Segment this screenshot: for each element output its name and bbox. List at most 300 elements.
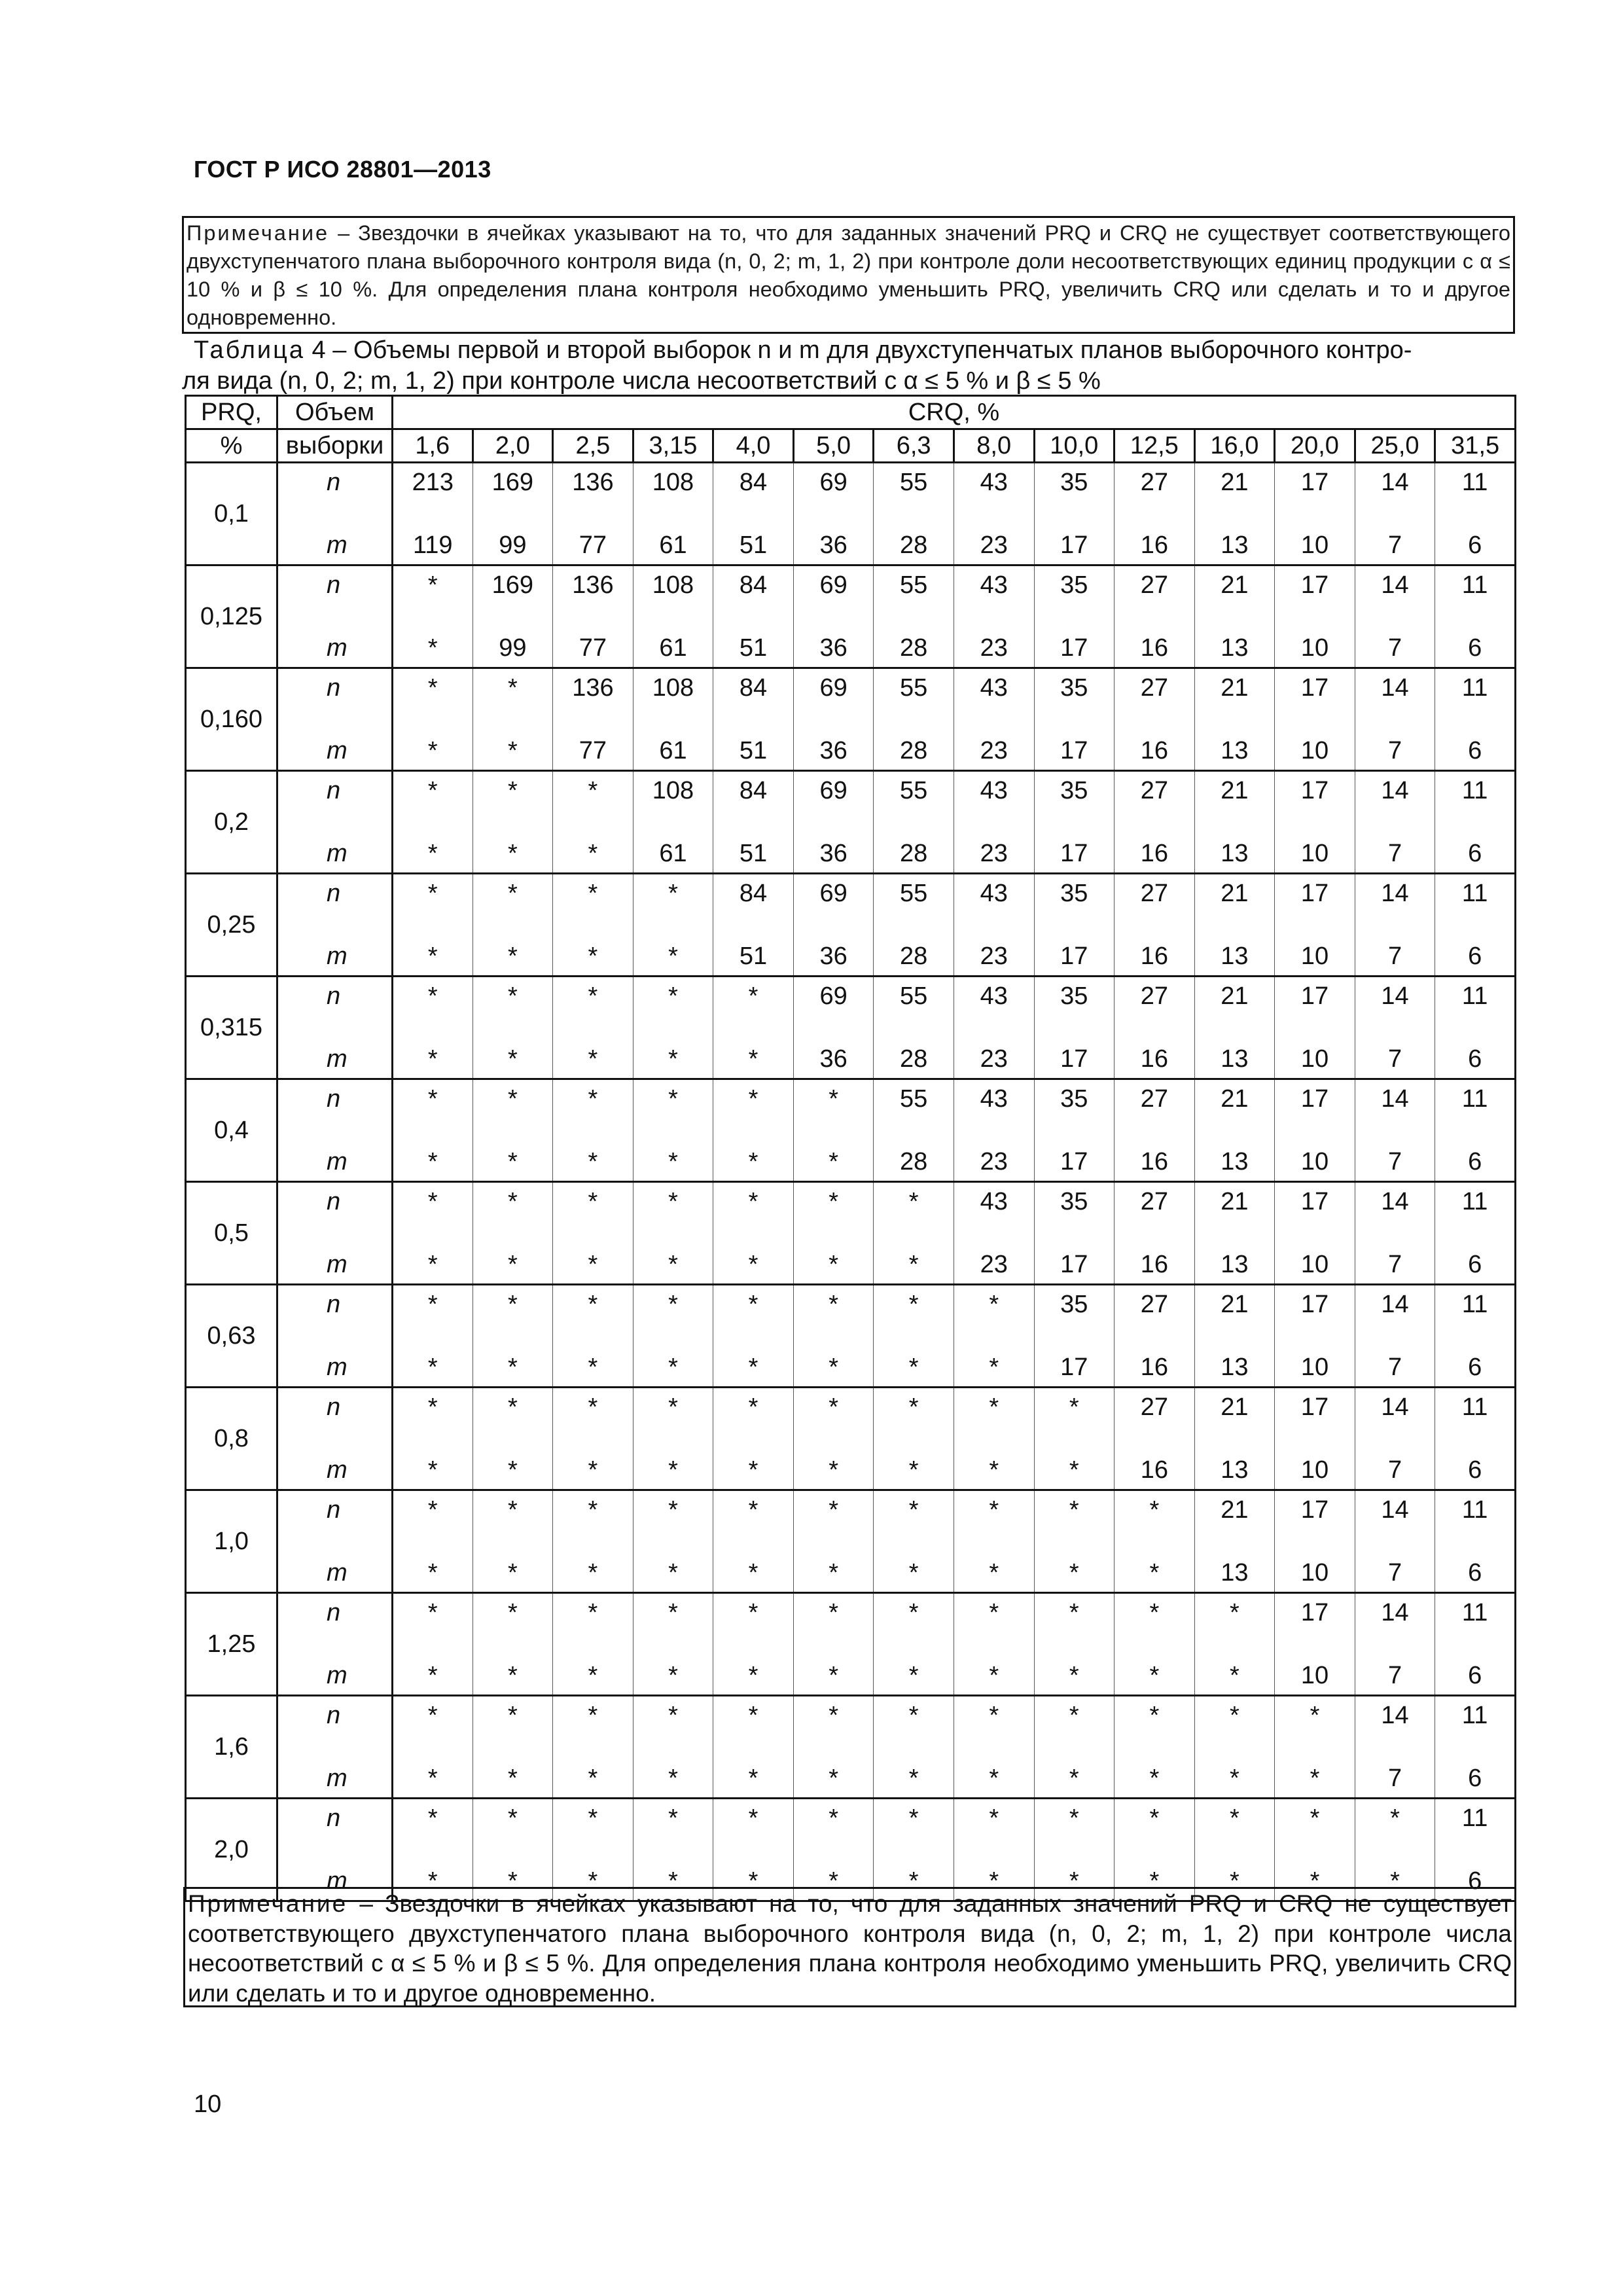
n-value: *: [507, 1393, 518, 1421]
m-value: 16: [1140, 840, 1168, 867]
m-value: *: [668, 1559, 678, 1587]
sample-key-m: m: [327, 1559, 348, 1587]
m-value: *: [908, 1867, 919, 1895]
value-cell: [473, 1388, 553, 1490]
n-value: 14: [1381, 777, 1409, 804]
n-value: 35: [1060, 469, 1088, 496]
m-value: 7: [1387, 1045, 1402, 1073]
n-value: *: [427, 571, 438, 599]
value-cell: [473, 565, 553, 668]
n-value: *: [829, 1291, 838, 1318]
n-value: 17: [1300, 880, 1329, 907]
n-value: 43: [980, 571, 1008, 599]
value-cell: [1435, 1593, 1516, 1696]
value-cell: [793, 977, 874, 1079]
n-value: *: [588, 880, 598, 907]
crq-value: 16,0: [1194, 429, 1275, 463]
n-value: *: [1149, 1702, 1160, 1729]
n-value: *: [908, 1496, 919, 1524]
n-value: 14: [1381, 982, 1409, 1010]
value-cell: [473, 1182, 553, 1285]
value-cell: [874, 977, 954, 1079]
value-cell: [553, 1696, 633, 1799]
m-value: 7: [1387, 531, 1402, 559]
table-title-line1: 4 – Объемы первой и второй выборок n и m для двухступенчатых планов выборочного контро-: [305, 336, 1412, 364]
value-cell: [553, 874, 633, 977]
note-top-text: – Звездочки в ячейках указывают на то, что для заданных значений PRQ и CRQ не существует соответствующего двухступенчатого плана выборочного контроля вида (n, 0, 2; m, 1, 2) при контроле доли несоответствующих единиц продукции с α ≤ 10 % и β ≤ 10 %. Для определения плана контроля необходимо уменьшить PRQ, увеличить CRQ или сделать и то и другое одновременно.: [187, 221, 1510, 329]
value-cell: [1115, 874, 1195, 977]
n-value: 11: [1461, 1702, 1488, 1729]
n-value: *: [427, 1804, 438, 1832]
value-cell: [954, 874, 1034, 977]
value-cell: [1355, 463, 1435, 565]
table-row: [186, 1285, 1516, 1388]
sample-key-m: m: [327, 840, 348, 867]
value-cell: [1435, 1285, 1516, 1388]
value-cell: [1034, 1182, 1115, 1285]
m-value: 6: [1468, 737, 1482, 764]
note-bottom-text: – Звездочки в ячейках указывают на то, что для заданных значений PRQ и CRQ не существует соответствующего двухступенчатого плана выборочного контроля вида (n, 0, 2; m, 1, 2) при контроле числа несоответствий с α ≤ 5 % и β ≤ 5 %. Для определения плана контроля необходимо уменьшить PRQ, увеличить CRQ или сделать и то и другое одновременно.: [188, 1890, 1512, 2007]
m-value: 7: [1387, 1354, 1402, 1381]
n-value: *: [507, 1291, 518, 1318]
m-value: *: [427, 1662, 438, 1689]
n-value: *: [588, 1599, 598, 1626]
m-value: *: [588, 1251, 598, 1278]
m-value: 13: [1221, 1354, 1249, 1381]
value-cell: [1435, 1182, 1516, 1285]
m-value: 23: [980, 1045, 1008, 1073]
m-value: *: [1069, 1662, 1079, 1689]
m-value: *: [989, 1765, 999, 1792]
n-value: 14: [1381, 1085, 1409, 1113]
m-value: 36: [819, 840, 847, 867]
n-value: *: [668, 1599, 678, 1626]
n-value: *: [748, 1702, 758, 1729]
value-cell: [633, 1490, 713, 1593]
n-value: 136: [572, 469, 614, 496]
crq-value: 3,15: [633, 429, 713, 463]
n-value: 21: [1221, 880, 1249, 907]
m-value: 17: [1060, 1251, 1088, 1278]
m-value: *: [829, 1148, 838, 1175]
value-cell: [874, 1799, 954, 1901]
m-value: 13: [1221, 1456, 1249, 1484]
crq-values-row: [186, 429, 1516, 463]
sample-key-cell: [277, 874, 393, 977]
n-value: 14: [1381, 571, 1409, 599]
value-cell: [1435, 565, 1516, 668]
sample-key-n: n: [327, 982, 341, 1010]
m-value: 36: [819, 942, 847, 970]
sample-key-n: n: [327, 571, 341, 599]
m-value: 23: [980, 1251, 1008, 1278]
m-value: 28: [900, 942, 928, 970]
n-value: *: [748, 1496, 758, 1524]
crq-value: 31,5: [1435, 429, 1516, 463]
n-value: 136: [572, 571, 614, 599]
m-value: 16: [1140, 634, 1168, 662]
crq-value: 4,0: [713, 429, 794, 463]
m-value: *: [1230, 1765, 1240, 1792]
prq-value: 0,5: [186, 1182, 277, 1285]
n-value: *: [1230, 1599, 1240, 1626]
n-value: 35: [1060, 777, 1088, 804]
m-value: 13: [1221, 1559, 1249, 1587]
value-cell: [1194, 874, 1275, 977]
n-value: 17: [1300, 674, 1329, 702]
table-row: [186, 1799, 1516, 1901]
n-value: 11: [1461, 1804, 1488, 1832]
m-value: *: [588, 840, 598, 867]
m-value: *: [748, 1456, 758, 1484]
prq-value: 0,125: [186, 565, 277, 668]
m-value: *: [507, 1867, 518, 1895]
m-value: 10: [1300, 737, 1329, 764]
value-cell: [553, 1799, 633, 1901]
table-row: [186, 874, 1516, 977]
value-cell: [553, 1388, 633, 1490]
value-cell: [713, 977, 794, 1079]
value-cell: [633, 565, 713, 668]
value-cell: [1355, 565, 1435, 668]
value-cell: [473, 1285, 553, 1388]
m-value: *: [829, 1559, 838, 1587]
n-value: 21: [1221, 571, 1249, 599]
value-cell: [1115, 463, 1195, 565]
m-value: *: [427, 737, 438, 764]
table-row: [186, 1696, 1516, 1799]
sample-key-m: m: [327, 1867, 348, 1895]
page-number: 10: [194, 2090, 222, 2118]
value-cell: [1115, 1696, 1195, 1799]
value-cell: [713, 1593, 794, 1696]
value-cell: [874, 1182, 954, 1285]
value-cell: [1034, 1079, 1115, 1182]
n-value: *: [829, 1393, 838, 1421]
m-value: *: [668, 1867, 678, 1895]
value-cell: [553, 1182, 633, 1285]
n-value: *: [748, 1291, 758, 1318]
m-value: *: [427, 1148, 438, 1175]
m-value: *: [1390, 1867, 1400, 1895]
value-cell: [1115, 565, 1195, 668]
sample-key-cell: [277, 463, 393, 565]
m-value: *: [668, 942, 678, 970]
value-cell: [1034, 565, 1115, 668]
value-cell: [393, 1490, 473, 1593]
n-value: *: [588, 1188, 598, 1215]
m-value: 13: [1221, 634, 1249, 662]
m-value: *: [507, 1662, 518, 1689]
value-cell: [793, 1079, 874, 1182]
value-cell: [633, 668, 713, 771]
sample-key-m: m: [327, 737, 348, 764]
m-value: *: [668, 1456, 678, 1484]
n-value: *: [507, 1702, 518, 1729]
m-value: 16: [1140, 1456, 1168, 1484]
sample-key-cell: [277, 1182, 393, 1285]
n-value: 17: [1300, 1599, 1329, 1626]
value-cell: [713, 1079, 794, 1182]
value-cell: [954, 1490, 1034, 1593]
m-value: *: [427, 1559, 438, 1587]
m-value: *: [668, 1045, 678, 1073]
m-value: 28: [900, 1148, 928, 1175]
value-cell: [473, 977, 553, 1079]
m-value: 16: [1140, 531, 1168, 559]
m-value: 28: [900, 737, 928, 764]
m-value: *: [588, 942, 598, 970]
sample-key-n: n: [327, 1188, 341, 1215]
value-cell: [874, 565, 954, 668]
table-row: [186, 1182, 1516, 1285]
n-value: 35: [1060, 1188, 1088, 1215]
value-cell: [954, 1182, 1034, 1285]
value-cell: [473, 463, 553, 565]
m-value: *: [748, 1354, 758, 1381]
n-value: 108: [652, 469, 694, 496]
m-value: 10: [1300, 1251, 1329, 1278]
m-value: *: [588, 1765, 598, 1792]
value-cell: [633, 1182, 713, 1285]
n-value: 27: [1140, 880, 1168, 907]
m-value: 10: [1300, 1559, 1329, 1587]
n-value: *: [668, 1804, 678, 1832]
n-value: 108: [652, 777, 694, 804]
table-title: [182, 335, 1516, 397]
n-value: 69: [819, 469, 847, 496]
m-value: 28: [900, 1045, 928, 1073]
n-value: *: [908, 1702, 919, 1729]
n-value: *: [507, 982, 518, 1010]
m-value: 17: [1060, 1148, 1088, 1175]
n-value: 14: [1381, 1291, 1409, 1318]
n-value: 35: [1060, 1085, 1088, 1113]
n-value: 11: [1461, 1085, 1488, 1113]
n-value: 69: [819, 571, 847, 599]
value-cell: [1275, 1696, 1355, 1799]
n-value: 69: [819, 777, 847, 804]
n-value: 27: [1140, 777, 1168, 804]
n-value: 14: [1381, 1188, 1409, 1215]
value-cell: [393, 565, 473, 668]
n-value: 21: [1221, 777, 1249, 804]
m-value: 28: [900, 634, 928, 662]
n-value: *: [588, 777, 598, 804]
value-cell: [874, 1388, 954, 1490]
n-value: *: [908, 1599, 919, 1626]
sample-header-2: выборки: [277, 429, 393, 463]
value-cell: [393, 771, 473, 874]
sample-key-m: m: [327, 1251, 348, 1278]
value-cell: [793, 1593, 874, 1696]
n-value: 69: [819, 982, 847, 1010]
value-cell: [1034, 463, 1115, 565]
n-value: 84: [739, 571, 768, 599]
m-value: 36: [819, 634, 847, 662]
sample-key-n: n: [327, 1599, 341, 1626]
m-value: 10: [1300, 1662, 1329, 1689]
m-value: *: [1069, 1765, 1079, 1792]
value-cell: [1194, 771, 1275, 874]
value-cell: [1115, 977, 1195, 1079]
crq-value: 25,0: [1355, 429, 1435, 463]
n-value: *: [427, 1702, 438, 1729]
value-cell: [473, 1593, 553, 1696]
n-value: 14: [1381, 1702, 1409, 1729]
n-value: 17: [1300, 1188, 1329, 1215]
m-value: *: [427, 1456, 438, 1484]
value-cell: [1034, 1696, 1115, 1799]
value-cell: [954, 565, 1034, 668]
value-cell: [633, 1079, 713, 1182]
m-value: 10: [1300, 531, 1329, 559]
n-value: 169: [491, 571, 534, 599]
value-cell: [954, 1079, 1034, 1182]
value-cell: [1034, 1799, 1115, 1901]
m-value: 77: [579, 634, 607, 662]
value-cell: [1115, 1285, 1195, 1388]
m-value: *: [1230, 1662, 1240, 1689]
n-value: 84: [739, 777, 768, 804]
m-value: 13: [1221, 1251, 1249, 1278]
m-value: *: [1310, 1765, 1320, 1792]
value-cell: [874, 463, 954, 565]
m-value: *: [908, 1662, 919, 1689]
m-value: *: [507, 1456, 518, 1484]
m-value: *: [829, 1456, 838, 1484]
m-value: *: [748, 1662, 758, 1689]
sample-key-m: m: [327, 1765, 348, 1792]
value-cell: [553, 1593, 633, 1696]
m-value: *: [1069, 1867, 1079, 1895]
sample-key-n: n: [327, 1393, 341, 1421]
n-value: *: [908, 1291, 919, 1318]
m-value: *: [427, 840, 438, 867]
n-value: *: [1069, 1702, 1079, 1729]
n-value: 21: [1221, 674, 1249, 702]
value-cell: [713, 668, 794, 771]
n-value: 14: [1381, 1496, 1409, 1524]
sample-key-m: m: [327, 1662, 348, 1689]
n-value: *: [668, 1291, 678, 1318]
m-value: *: [668, 1354, 678, 1381]
value-cell: [1275, 977, 1355, 1079]
m-value: 16: [1140, 737, 1168, 764]
value-cell: [1355, 1388, 1435, 1490]
n-value: 35: [1060, 571, 1088, 599]
m-value: *: [427, 942, 438, 970]
value-cell: [553, 463, 633, 565]
value-cell: [874, 1593, 954, 1696]
m-value: 10: [1300, 634, 1329, 662]
n-value: 11: [1461, 777, 1488, 804]
sample-key-cell: [277, 771, 393, 874]
m-value: *: [748, 1765, 758, 1792]
n-value: *: [427, 1188, 438, 1215]
prq-value: 0,63: [186, 1285, 277, 1388]
n-value: *: [588, 1085, 598, 1113]
value-cell: [954, 771, 1034, 874]
prq-value: 0,315: [186, 977, 277, 1079]
m-value: 7: [1387, 1559, 1402, 1587]
m-value: 10: [1300, 1456, 1329, 1484]
m-value: 6: [1468, 1765, 1482, 1792]
prq-value: 1,6: [186, 1696, 277, 1799]
value-cell: [1355, 874, 1435, 977]
value-cell: [713, 1388, 794, 1490]
value-cell: [1194, 977, 1275, 1079]
sample-key-n: n: [327, 469, 341, 496]
n-value: 35: [1060, 982, 1088, 1010]
n-value: *: [507, 1085, 518, 1113]
m-value: *: [588, 1867, 598, 1895]
value-cell: [874, 874, 954, 977]
n-value: *: [588, 1702, 598, 1729]
n-value: 43: [980, 1188, 1008, 1215]
value-cell: [874, 1490, 954, 1593]
value-cell: [1275, 463, 1355, 565]
sample-key-cell: [277, 1388, 393, 1490]
n-value: 17: [1300, 1496, 1329, 1524]
n-value: 43: [980, 777, 1008, 804]
m-value: 23: [980, 840, 1008, 867]
table-title-line2: ля вида (n, 0, 2; m, 1, 2) при контроле числа несоответствий с α ≤ 5 % и β ≤ 5 %: [182, 367, 1101, 395]
n-value: *: [507, 1496, 518, 1524]
m-value: *: [829, 1354, 838, 1381]
m-value: 13: [1221, 1045, 1249, 1073]
value-cell: [1194, 463, 1275, 565]
m-value: 28: [900, 531, 928, 559]
n-value: 21: [1221, 1291, 1249, 1318]
value-cell: [1194, 1593, 1275, 1696]
m-value: *: [989, 1456, 999, 1484]
value-cell: [713, 1182, 794, 1285]
n-value: *: [1390, 1804, 1400, 1832]
prq-value: 1,0: [186, 1490, 277, 1593]
value-cell: [553, 1285, 633, 1388]
prq-header: PRQ,: [186, 396, 277, 429]
value-cell: [954, 463, 1034, 565]
n-value: 169: [491, 469, 534, 496]
value-cell: [553, 565, 633, 668]
n-value: 213: [412, 469, 454, 496]
m-value: 7: [1387, 1765, 1402, 1792]
table-row: [186, 463, 1516, 565]
n-value: *: [829, 1085, 838, 1113]
m-value: *: [748, 1559, 758, 1587]
m-value: 6: [1468, 634, 1482, 662]
value-cell: [1115, 1593, 1195, 1696]
n-value: 17: [1300, 1291, 1329, 1318]
value-cell: [1194, 1182, 1275, 1285]
m-value: *: [588, 1045, 598, 1073]
n-value: *: [748, 1599, 758, 1626]
n-value: *: [1230, 1702, 1240, 1729]
value-cell: [1115, 1388, 1195, 1490]
crq-header: CRQ, %: [393, 396, 1516, 429]
sample-key-m: m: [327, 1148, 348, 1175]
value-cell: [473, 1079, 553, 1182]
m-value: *: [427, 1765, 438, 1792]
n-value: *: [748, 982, 758, 1010]
m-value: 17: [1060, 634, 1088, 662]
value-cell: [1355, 1696, 1435, 1799]
n-value: *: [829, 1702, 838, 1729]
n-value: *: [427, 880, 438, 907]
value-cell: [633, 1388, 713, 1490]
sample-key-n: n: [327, 1496, 341, 1524]
